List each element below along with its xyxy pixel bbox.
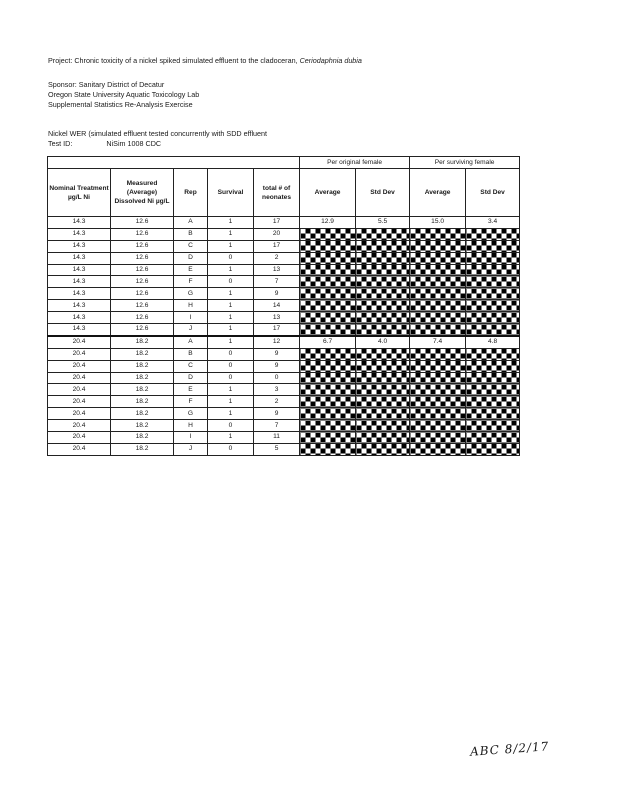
cell-survival: 0 <box>208 443 254 455</box>
cell-nominal: 20.4 <box>48 408 111 420</box>
cell-nominal: 20.4 <box>48 384 111 396</box>
shaded-cell <box>410 324 466 336</box>
col-rep: Rep <box>174 169 208 217</box>
cell-survival: 0 <box>208 360 254 372</box>
shaded-cell <box>356 372 410 384</box>
shaded-cell <box>356 228 410 240</box>
cell-sd2: 3.4 <box>466 217 520 229</box>
table-row <box>48 408 520 420</box>
cell-rep: C <box>174 360 208 372</box>
cell-rep: D <box>174 252 208 264</box>
shaded-cell <box>466 252 520 264</box>
cell-rep: J <box>174 443 208 455</box>
shaded-cell <box>356 240 410 252</box>
cell-rep: E <box>174 264 208 276</box>
shaded-cell <box>300 360 356 372</box>
cell-total: 9 <box>254 360 300 372</box>
cell-measured: 12.6 <box>111 264 174 276</box>
shaded-cell <box>300 288 356 300</box>
shaded-cell <box>300 384 356 396</box>
cell-sd1: 5.5 <box>356 217 410 229</box>
shaded-cell <box>466 300 520 312</box>
cell-measured: 12.6 <box>111 276 174 288</box>
table-row <box>48 372 520 384</box>
shaded-cell <box>356 420 410 432</box>
shaded-cell <box>466 372 520 384</box>
per-original-header: Per original female <box>300 157 410 169</box>
nickel-wer-line: Nickel WER (simulated effluent tested concurrently with SDD effluent <box>48 129 268 138</box>
cell-survival: 1 <box>208 324 254 336</box>
cell-survival: 0 <box>208 252 254 264</box>
table-row <box>48 288 520 300</box>
cell-rep: F <box>174 396 208 408</box>
cell-nominal: 20.4 <box>48 372 111 384</box>
cell-survival: 0 <box>208 348 254 360</box>
shaded-cell <box>466 312 520 324</box>
cell-rep: C <box>174 240 208 252</box>
species-name: Ceriodaphnia dubia <box>299 56 362 65</box>
cell-avg2: 7.4 <box>410 336 466 348</box>
shaded-cell <box>356 288 410 300</box>
cell-survival: 1 <box>208 240 254 252</box>
cell-nominal: 14.3 <box>48 300 111 312</box>
shaded-cell <box>410 348 466 360</box>
cell-total: 20 <box>254 228 300 240</box>
supplemental-line: Supplemental Statistics Re-Analysis Exercise <box>48 100 193 109</box>
test-id-value: NiSim 1008 CDC <box>106 139 162 148</box>
table-row <box>48 443 520 455</box>
cell-nominal: 14.3 <box>48 240 111 252</box>
shaded-cell <box>300 252 356 264</box>
shaded-cell <box>410 396 466 408</box>
cell-total: 2 <box>254 252 300 264</box>
cell-nominal: 20.4 <box>48 360 111 372</box>
cell-survival: 1 <box>208 288 254 300</box>
cell-nominal: 14.3 <box>48 276 111 288</box>
project-text: Project: Chronic toxicity of a nickel spiked simulated effluent to the cladoceran, <box>48 56 298 65</box>
shaded-cell <box>356 300 410 312</box>
cell-nominal: 20.4 <box>48 420 111 432</box>
cell-rep: G <box>174 408 208 420</box>
cell-total: 17 <box>254 240 300 252</box>
shaded-cell <box>300 432 356 444</box>
shaded-cell <box>300 443 356 455</box>
shaded-cell <box>410 443 466 455</box>
cell-avg2: 15.0 <box>410 217 466 229</box>
cell-rep: F <box>174 276 208 288</box>
cell-nominal: 14.3 <box>48 252 111 264</box>
shaded-cell <box>300 276 356 288</box>
shaded-cell <box>410 372 466 384</box>
cell-survival: 1 <box>208 336 254 348</box>
cell-measured: 12.6 <box>111 300 174 312</box>
cell-measured: 18.2 <box>111 372 174 384</box>
shaded-cell <box>356 408 410 420</box>
cell-survival: 1 <box>208 432 254 444</box>
shaded-cell <box>356 312 410 324</box>
shaded-cell <box>466 324 520 336</box>
cell-total: 9 <box>254 288 300 300</box>
cell-total: 17 <box>254 217 300 229</box>
shaded-cell <box>300 420 356 432</box>
cell-total: 9 <box>254 408 300 420</box>
cell-survival: 1 <box>208 312 254 324</box>
cell-measured: 12.6 <box>111 312 174 324</box>
shaded-cell <box>356 443 410 455</box>
cell-survival: 1 <box>208 396 254 408</box>
cell-nominal: 14.3 <box>48 228 111 240</box>
cell-measured: 18.2 <box>111 348 174 360</box>
cell-avg1: 12.9 <box>300 217 356 229</box>
cell-total: 5 <box>254 443 300 455</box>
shaded-cell <box>466 288 520 300</box>
project-line <box>48 56 362 65</box>
cell-rep: J <box>174 324 208 336</box>
cell-survival: 1 <box>208 300 254 312</box>
shaded-cell <box>410 384 466 396</box>
table-row <box>48 312 520 324</box>
cell-survival: 1 <box>208 264 254 276</box>
cell-measured: 18.2 <box>111 443 174 455</box>
cell-total: 12 <box>254 336 300 348</box>
col-stddev-original: Std Dev <box>356 169 410 217</box>
table-row <box>48 252 520 264</box>
cell-total: 11 <box>254 432 300 444</box>
shaded-cell <box>300 348 356 360</box>
cell-measured: 18.2 <box>111 408 174 420</box>
cell-nominal: 14.3 <box>48 324 111 336</box>
shaded-cell <box>410 252 466 264</box>
cell-sd1: 4.0 <box>356 336 410 348</box>
table-body <box>48 217 520 456</box>
cell-measured: 12.6 <box>111 240 174 252</box>
shaded-cell <box>300 312 356 324</box>
cell-measured: 12.6 <box>111 228 174 240</box>
shaded-cell <box>356 324 410 336</box>
table-row <box>48 432 520 444</box>
table-row <box>48 228 520 240</box>
cell-total: 3 <box>254 384 300 396</box>
cell-measured: 12.6 <box>111 217 174 229</box>
cell-rep: B <box>174 228 208 240</box>
table-row <box>48 264 520 276</box>
cell-sd2: 4.8 <box>466 336 520 348</box>
cell-total: 13 <box>254 312 300 324</box>
cell-total: 14 <box>254 300 300 312</box>
cell-survival: 0 <box>208 276 254 288</box>
col-stddev-surviving: Std Dev <box>466 169 520 217</box>
table-row <box>48 324 520 336</box>
table-row <box>48 217 520 229</box>
cell-rep: H <box>174 300 208 312</box>
col-average-original: Average <box>300 169 356 217</box>
cell-nominal: 20.4 <box>48 443 111 455</box>
cell-measured: 18.2 <box>111 336 174 348</box>
cell-rep: B <box>174 348 208 360</box>
cell-rep: I <box>174 312 208 324</box>
per-surviving-header: Per surviving female <box>410 157 520 169</box>
shaded-cell <box>356 348 410 360</box>
shaded-cell <box>300 408 356 420</box>
shaded-cell <box>466 360 520 372</box>
shaded-cell <box>300 264 356 276</box>
shaded-cell <box>356 360 410 372</box>
cell-nominal: 14.3 <box>48 312 111 324</box>
shaded-cell <box>466 408 520 420</box>
cell-total: 9 <box>254 348 300 360</box>
shaded-cell <box>410 360 466 372</box>
shaded-cell <box>300 300 356 312</box>
cell-nominal: 14.3 <box>48 288 111 300</box>
table-row <box>48 300 520 312</box>
table-row <box>48 276 520 288</box>
cell-rep: D <box>174 372 208 384</box>
cell-survival: 0 <box>208 420 254 432</box>
shaded-cell <box>410 276 466 288</box>
cell-nominal: 20.4 <box>48 336 111 348</box>
shaded-cell <box>410 432 466 444</box>
cell-survival: 1 <box>208 384 254 396</box>
col-measured: Measured (Average) Dissolved Ni µg/L <box>111 169 174 217</box>
shaded-cell <box>300 324 356 336</box>
cell-survival: 1 <box>208 408 254 420</box>
col-survival: Survival <box>208 169 254 217</box>
sponsor-line: Sponsor: Sanitary District of Decatur <box>48 80 165 89</box>
col-total: total # of neonates <box>254 169 300 217</box>
shaded-cell <box>356 396 410 408</box>
table-row <box>48 384 520 396</box>
shaded-cell <box>356 276 410 288</box>
cell-measured: 18.2 <box>111 360 174 372</box>
column-header-row <box>48 169 520 217</box>
cell-rep: G <box>174 288 208 300</box>
cell-rep: A <box>174 336 208 348</box>
cell-measured: 18.2 <box>111 396 174 408</box>
shaded-cell <box>466 420 520 432</box>
cell-rep: E <box>174 384 208 396</box>
cell-total: 0 <box>254 372 300 384</box>
cell-avg1: 6.7 <box>300 336 356 348</box>
shaded-cell <box>466 276 520 288</box>
cell-measured: 18.2 <box>111 432 174 444</box>
table-row <box>48 396 520 408</box>
col-nominal: Nominal Treatment µg/L Ni <box>48 169 111 217</box>
shaded-cell <box>466 432 520 444</box>
cell-nominal: 20.4 <box>48 348 111 360</box>
cell-total: 7 <box>254 420 300 432</box>
lab-line: Oregon State University Aquatic Toxicology Lab <box>48 90 200 99</box>
cell-total: 2 <box>254 396 300 408</box>
shaded-cell <box>300 396 356 408</box>
shaded-cell <box>466 228 520 240</box>
shaded-cell <box>410 288 466 300</box>
table-row <box>48 240 520 252</box>
shaded-cell <box>466 396 520 408</box>
shaded-cell <box>300 228 356 240</box>
shaded-cell <box>410 420 466 432</box>
handwritten-signature: ABC 8/2/17 <box>469 739 550 759</box>
cell-measured: 18.2 <box>111 420 174 432</box>
shaded-cell <box>356 384 410 396</box>
table-row <box>48 336 520 348</box>
shaded-cell <box>466 348 520 360</box>
group-header-row <box>48 157 520 169</box>
shaded-cell <box>410 408 466 420</box>
shaded-cell <box>466 443 520 455</box>
cell-survival: 1 <box>208 217 254 229</box>
shaded-cell <box>356 252 410 264</box>
shaded-cell <box>356 264 410 276</box>
shaded-cell <box>410 264 466 276</box>
shaded-cell <box>466 240 520 252</box>
shaded-cell <box>356 432 410 444</box>
cell-survival: 1 <box>208 228 254 240</box>
cell-nominal: 20.4 <box>48 432 111 444</box>
shaded-cell <box>466 384 520 396</box>
cell-measured: 12.6 <box>111 324 174 336</box>
cell-total: 17 <box>254 324 300 336</box>
shaded-cell <box>300 240 356 252</box>
cell-measured: 12.6 <box>111 252 174 264</box>
shaded-cell <box>410 228 466 240</box>
shaded-cell <box>466 264 520 276</box>
cell-nominal: 14.3 <box>48 264 111 276</box>
test-id-line <box>48 139 161 148</box>
cell-rep: A <box>174 217 208 229</box>
shaded-cell <box>410 240 466 252</box>
table-row <box>48 360 520 372</box>
shaded-cell <box>410 300 466 312</box>
shaded-cell <box>410 312 466 324</box>
cell-rep: H <box>174 420 208 432</box>
table-row <box>48 420 520 432</box>
shaded-cell <box>300 372 356 384</box>
test-id-label: Test ID: <box>48 139 73 148</box>
table-row <box>48 348 520 360</box>
cell-measured: 12.6 <box>111 288 174 300</box>
toxicity-data-table <box>47 156 520 456</box>
cell-measured: 18.2 <box>111 384 174 396</box>
col-average-surviving: Average <box>410 169 466 217</box>
cell-total: 13 <box>254 264 300 276</box>
cell-total: 7 <box>254 276 300 288</box>
cell-survival: 0 <box>208 372 254 384</box>
cell-nominal: 14.3 <box>48 217 111 229</box>
cell-rep: I <box>174 432 208 444</box>
cell-nominal: 20.4 <box>48 396 111 408</box>
